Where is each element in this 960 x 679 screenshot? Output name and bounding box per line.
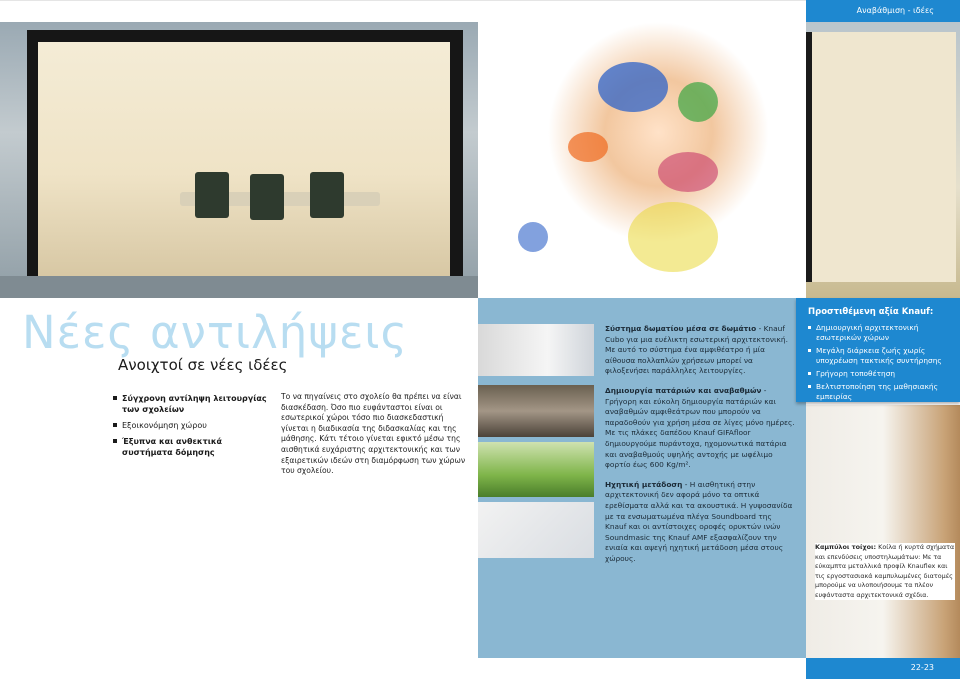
intro-paragraph: Το να πηγαίνεις στο σχολείο θα πρέπει να είναι διασκέδαση. Όσο πιο ευφάνταστοι είναι οι εσωτερικοί χώροι τόσο πιο διασκεδαστική γίνεται η διαδικασία της διδασκαλίας και της μάθησης. Κάτι τέτοιο γίνεται εφικτό μέσω της αισθητικά ευχάριστης αρχιτεκτονικής και των εξαιρετικών ιδεών στη διαμόρφωση των χώρων του σχολείου. [281,392,466,476]
section-header: Αναβάθμιση - ιδέες [806,0,960,22]
knauf-value-box [796,298,960,402]
floor-shape [0,276,478,298]
system-heading: Σύστημα δωματίου μέσα σε δωμάτιο [605,324,757,333]
ceiling-photo-thumbnail [478,502,594,558]
feature-item: Εξοικονόμηση χώρου [113,420,273,431]
paint-splat [658,152,718,192]
system-paragraph [605,386,795,471]
paint-splat [678,82,718,122]
knauf-value-list [796,317,960,402]
knauf-value-item: Γρήγορη τοποθέτηση [808,369,950,379]
feature-item: Έξυπνα και ανθεκτικά συστήματα δόμησης [113,436,273,458]
system-heading: Ηχητική μετάδοση [605,479,683,489]
knauf-value-item: Μεγάλη διάρκεια ζωής χωρίς υποχρέωση τακτικής συντήρησης [808,346,950,366]
meeting-room-detail-photo [806,22,960,298]
page-title: Νέες αντιλήψεις [22,306,408,359]
system-paragraph [605,480,795,565]
chair-shape [310,172,344,218]
knauf-value-item: Βελτιστοποίηση της μαθησιακής εμπειρίας [808,382,950,402]
paint-splat [568,132,608,162]
system-body: - Η αισθητική στην αρχιτεκτονική δεν αφορά μόνο τα οπτικά ερεθίσματα αλλά και τα ακουστικά. Η γυψοσανίδα με τα ενσωματωμένα πλέγα Soundboard της Knauf και οι αντίστοιχες οροφές ορυκτών ινών Soundmasic της Knauf AMF εξασφαλίζουν την ενιαία και αψεγή ηχητική μετάδοση μέσα στους χώρους. [605,479,793,563]
header-rule [0,0,806,1]
page-number: 22-23 [910,663,934,672]
room-photo-thumbnail [478,324,594,376]
page-subtitle: Ανοιχτοί σε νέες ιδέες [118,356,288,374]
glass-cube-interior [38,42,450,282]
paint-splat [598,62,668,112]
system-paragraph [605,324,795,377]
glass-wall [806,32,956,282]
paint-splat [518,222,548,252]
system-heading: Δημιουργία πατάριών και αναβαθμών [605,385,762,395]
meeting-room-photo [0,22,478,298]
curved-wall-photo [806,405,960,658]
knauf-value-title: Προστιθέμενη αξία Knauf: [808,307,934,317]
paint-splat [628,202,718,272]
system-body: - Knauf Cubo για μια ευέλικτη εσωτερική αρχιτεκτονική. Με αυτό το σύστημα ένα αμφιθέατρο ή μία αίθουσα πολλαπλών χρήσεων μπορεί να φιλοξενήσει παράλληλες λειτουργίες. [605,324,788,376]
knauf-value-item: Δημιουργική αρχιτεκτονική εσωτερικών χώρων [808,323,950,343]
caption-body: Κοίλα ή κυρτά σχήματα και επενδύσεις υποστηλωμάτων: Με τα εύκαμπτα μεταλλικά προφίλ Knauflex και τις εργοστασιακά καμπυλωμένες διατομές μπορούμε να υλοποιήσουμε τα πλέον ευφάνταστα αρχιτεκτονικά σχέδια. [815,543,955,599]
photo-caption [815,543,955,600]
seating-photo-thumbnail [478,442,594,497]
chair-shape [250,174,284,220]
caption-heading: Καμπύλοι τοίχοι: [815,543,877,551]
painted-child-photo [478,22,806,298]
feature-list [113,393,273,463]
system-body: - Γρήγορη και εύκολη δημιουργία πατάριών και αναβαθμών αμφιθεάτρων που μπορούν να παραδοθούν για χρήση μέσα σε λίγες μόνο ημέρες. Με τις πλάκες δαπέδου Knauf GIFAfloor δημιουργούμε πυράντοχα, ηχομονωτικά πατάρια και αναβαθμούς υψηλής αντοχής με ωφέλιμο φορτίο έως 600 Kg/m². [605,385,795,470]
systems-description [605,324,795,573]
feature-item: Σύγχρονη αντίληψη λειτουργίας των σχολείων [113,393,273,415]
chair-shape [195,172,229,218]
auditorium-photo-thumbnail [478,385,594,437]
